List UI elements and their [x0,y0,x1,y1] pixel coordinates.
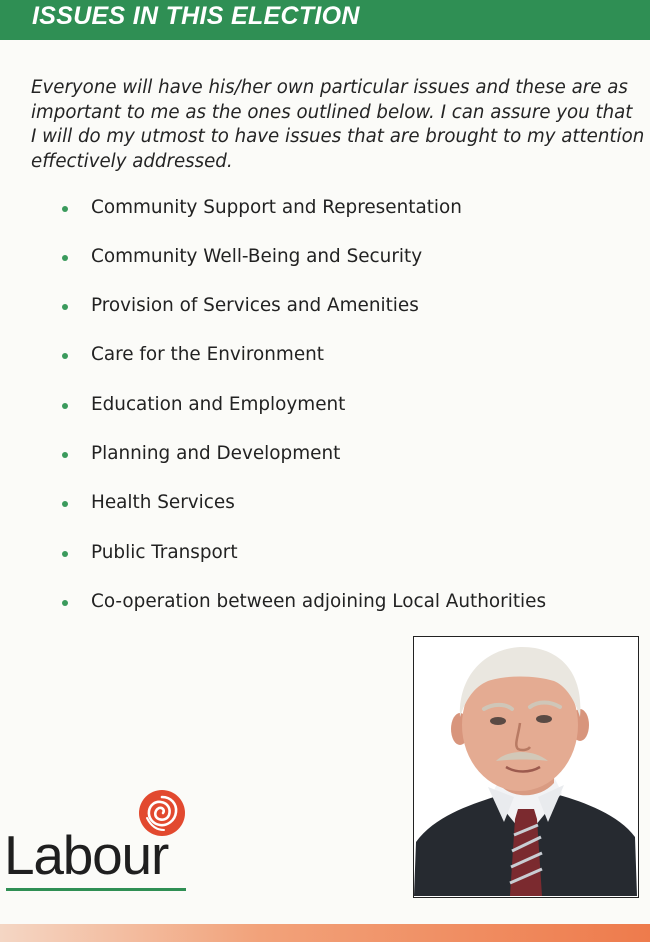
page-title: ISSUES IN THIS ELECTION [32,2,360,30]
issue-label: Public Transport [91,542,238,563]
issue-label: Education and Employment [91,394,346,415]
candidate-photo [413,636,639,898]
logo-underline [6,888,186,891]
issue-label: Co-operation between adjoining Local Authorities [91,591,547,612]
intro-paragraph [31,76,650,174]
intro-line: I will do my utmost to have issues that are brought to my attention [31,126,645,147]
bullet-icon [62,501,68,507]
issue-label: Planning and Development [91,443,341,464]
portrait-icon [414,637,637,896]
bullet-icon [62,452,68,458]
bullet-icon [62,353,68,359]
issue-label: Health Services [91,492,235,513]
bullet-icon [62,551,68,557]
issue-label: Care for the Environment [91,344,325,365]
intro-line: important to me as the ones outlined below. I can assure you that [31,101,633,123]
bullet-icon [62,600,68,606]
logo-wordmark: Labour [4,824,169,886]
footer-stripe [0,924,650,942]
issue-label: Community Well-Being and Security [91,246,423,267]
issue-label: Community Support and Representation [91,197,462,218]
bullet-icon [62,304,68,310]
intro-line: effectively addressed. [31,150,233,172]
bullet-icon [62,403,68,409]
header-banner [0,0,650,40]
issue-label: Provision of Services and Amenities [91,295,419,316]
intro-line: Everyone will have his/her own particular issues and these are as [31,77,628,98]
bullet-icon [62,255,68,261]
bullet-icon [62,206,68,212]
labour-logo [4,788,186,898]
